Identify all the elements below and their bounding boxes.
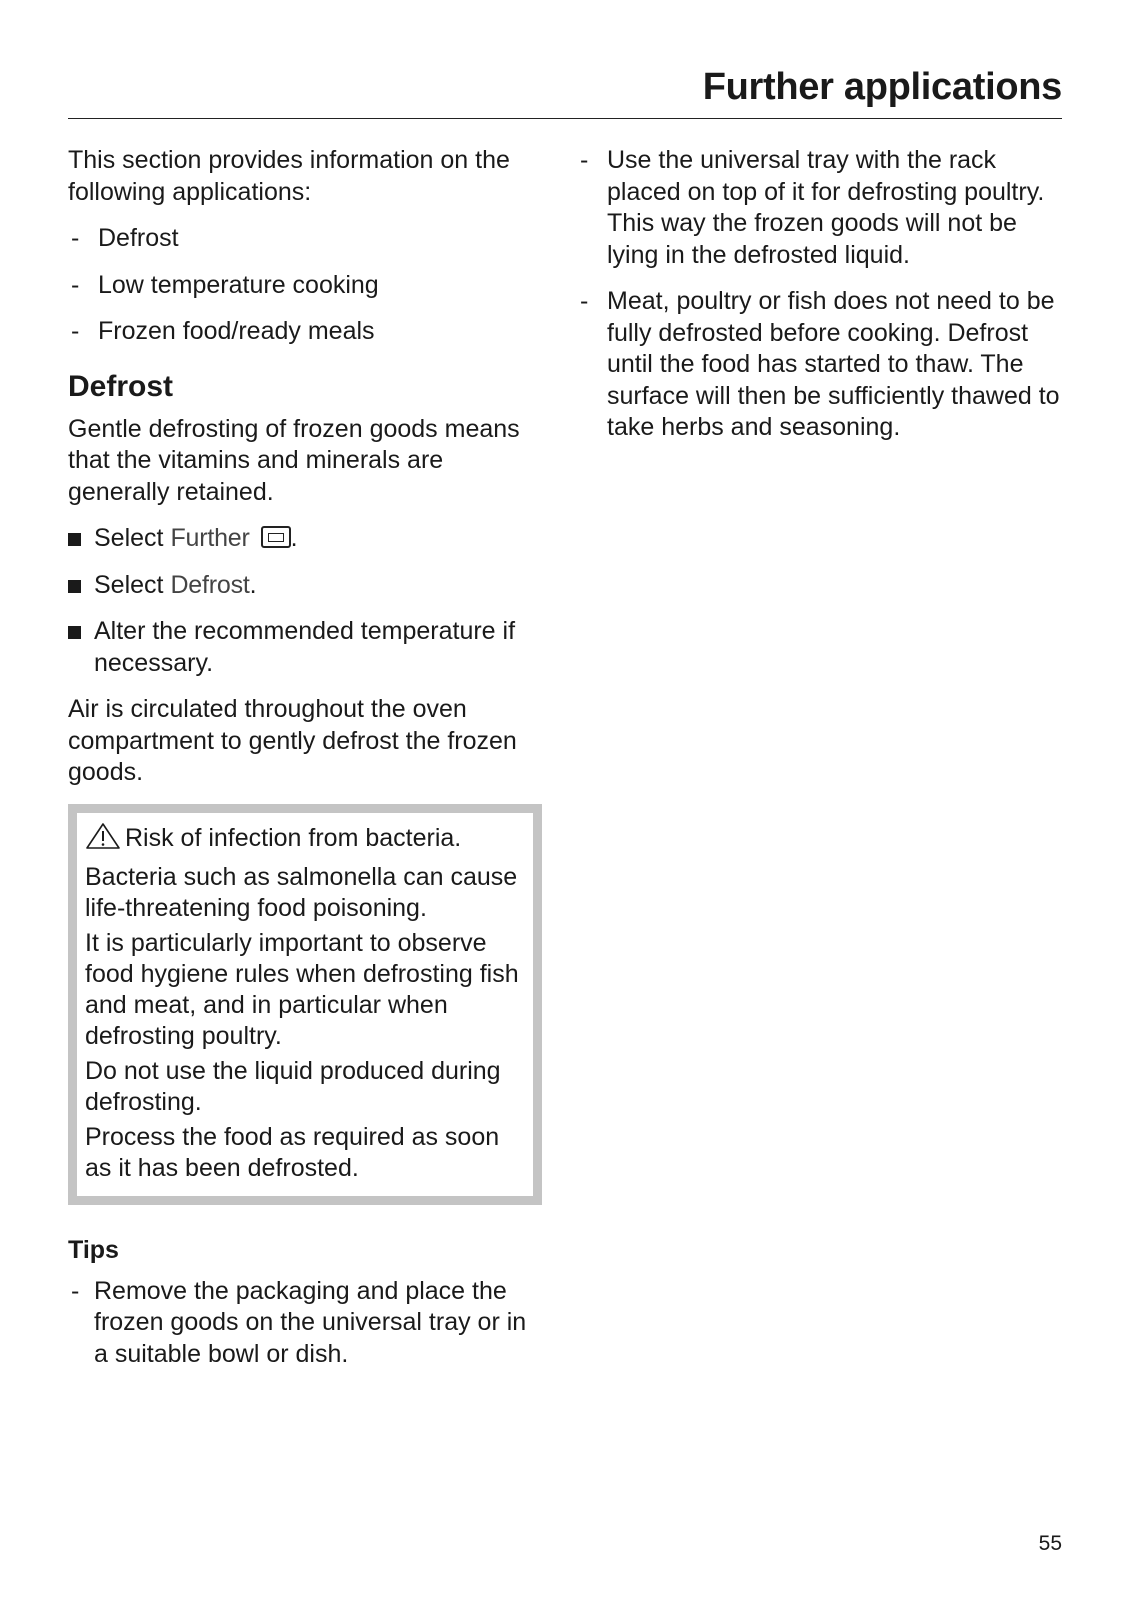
step-text: Alter the recommended temperature if necessary. — [94, 617, 516, 677]
warning-paragraph: Do not use the liquid produced during defrosting. — [85, 1056, 501, 1116]
ui-label-defrost: Defrost — [170, 570, 250, 599]
air-circulation-text: Air is circulated throughout the oven compartment to gently defrost the frozen goods. — [68, 695, 517, 786]
warning-paragraph: Process the food as required as soon as it has been defrosted. — [85, 1122, 500, 1182]
list-item: - Low temperature cooking — [68, 270, 542, 302]
tips-list — [68, 1276, 542, 1371]
tips-list-continued — [580, 145, 1064, 444]
menu-icon — [261, 526, 291, 548]
list-item: - Use the universal tray with the rack placed on top of it for defrosting poultry. This way the frozen goods will not be lying in the defrosted liquid. — [580, 145, 1064, 271]
applications-list — [68, 223, 542, 348]
square-bullet-icon — [68, 533, 81, 546]
list-item: - Meat, poultry or fish does not need to be fully defrosted before cooking. Defrost until the food has started to thaw. The surface will then be sufficiently thawed to take herbs and seasoning. — [580, 286, 1064, 444]
step-text: Select — [94, 524, 171, 552]
step-suffix: . — [249, 570, 257, 599]
intro-text: This section provides information on the following applications: — [68, 146, 510, 206]
defrost-steps — [68, 523, 542, 679]
step-item — [68, 570, 542, 602]
list-item: - Defrost — [68, 223, 542, 255]
square-bullet-icon — [68, 580, 81, 593]
list-item: - Frozen food/ready meals — [68, 316, 542, 348]
warning-title-text: Risk of infection from bacteria. — [125, 823, 462, 852]
right-column — [580, 145, 1064, 459]
square-bullet-icon — [68, 626, 81, 639]
list-item: - Remove the packaging and place the frozen goods on the universal tray or in a suitable bowl or dish. — [68, 1276, 542, 1371]
defrost-heading: Defrost — [68, 369, 174, 403]
step-item — [68, 523, 542, 555]
warning-paragraph: Bacteria such as salmonella can cause life-threatening food poisoning. — [85, 862, 518, 922]
tips-heading: Tips — [68, 1235, 119, 1264]
defrost-description: Gentle defrosting of frozen goods means that the vitamins and minerals are generally retained. — [68, 414, 520, 506]
step-item — [68, 616, 542, 679]
header-divider — [68, 118, 1062, 119]
page-title: Further applications — [702, 66, 1062, 108]
warning-box — [68, 804, 542, 1205]
warning-paragraph: It is particularly important to observe food hygiene rules when defrosting fish and meat, and in particular when defrosting poultry. — [85, 928, 519, 1050]
ui-label-further: Further — [170, 524, 250, 552]
warning-triangle-icon — [85, 822, 121, 858]
left-column — [68, 145, 542, 1385]
step-suffix: . — [290, 524, 298, 552]
step-text: Select — [94, 570, 171, 599]
page-number: 55 — [1038, 1532, 1062, 1555]
warning-title — [85, 822, 523, 858]
